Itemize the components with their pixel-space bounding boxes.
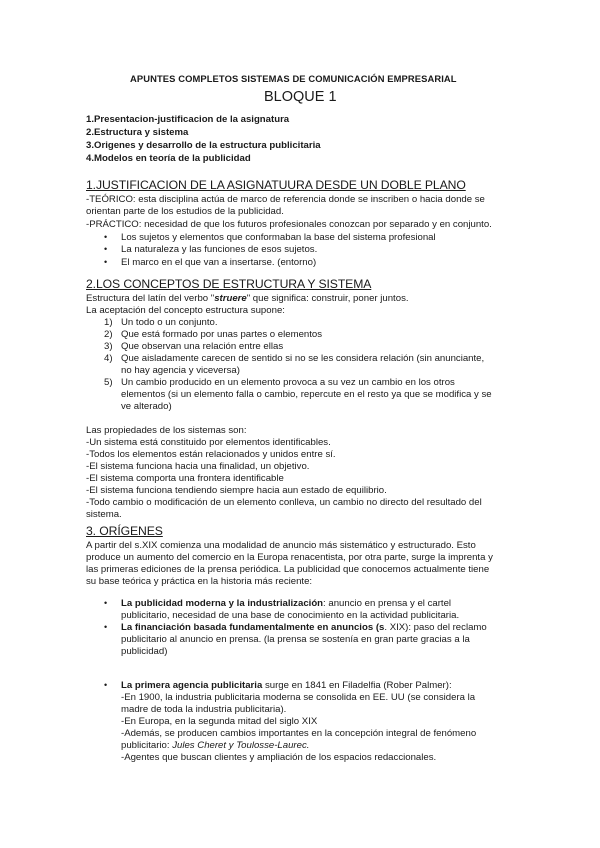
- list-number: 5): [104, 377, 113, 388]
- bullet-icon: •: [104, 680, 108, 690]
- bullet-icon: •: [104, 622, 108, 632]
- property-line: sistema.: [86, 509, 122, 520]
- paragraph-line: las primeras ediciones de la prensa periódica. La publicidad que conocemos actualmente tiene: [86, 564, 490, 575]
- list-item: El marco en el que van a insertarse. (entorno): [121, 257, 317, 268]
- list-item: Que observan una relación entre ellas: [121, 341, 284, 352]
- bloque-heading: BLOQUE 1: [264, 89, 337, 105]
- text-run: . XIX): paso del reclamo: [384, 622, 487, 633]
- section1-heading: 1.JUSTIFICACION DE LA ASIGNATUURA DESDE UN DOBLE PLANO: [86, 178, 466, 192]
- index-item: 2.Estructura y sistema: [86, 127, 189, 138]
- section2-heading: 2.LOS CONCEPTOS DE ESTRUCTURA Y SISTEMA: [86, 277, 372, 291]
- list-item-continued: -Además, se producen cambios importantes en la concepción integral de fenómeno: [121, 728, 477, 739]
- list-number: 3): [104, 341, 113, 352]
- list-item-continued: -Agentes que buscan clientes y ampliación de los espacios redaccionales.: [121, 752, 437, 763]
- list-item-continued: [121, 740, 309, 751]
- bullet-icon: •: [104, 598, 108, 608]
- italic-run: Jules Cheret y Toulosse-Laurec.: [172, 740, 310, 751]
- text-run: : anuncio en prensa y el cartel: [323, 598, 452, 609]
- list-item: Los sujetos y elementos que conformaban la base del sistema profesional: [121, 232, 436, 243]
- index-item: 4.Modelos en teoría de la publicidad: [86, 153, 251, 164]
- text-run: publicitario:: [121, 740, 173, 751]
- text-run: Estructura del latín del verbo ": [86, 293, 215, 304]
- list-item: Que aisladamente carecen de sentido si no se les considera relación (sin anunciante,: [121, 353, 485, 364]
- paragraph-line: -PRÁCTICO: necesidad de que los futuros profesionales conozcan por separado y en conjunto.: [86, 219, 492, 230]
- paragraph-line: su base teórica y práctica en la historia más reciente:: [86, 576, 313, 587]
- list-number: 4): [104, 353, 113, 364]
- paragraph-line: [86, 293, 409, 304]
- section3-heading: 3. ORÍGENES: [86, 524, 163, 538]
- paragraph-line: orientan parte de los estudios de la publicidad.: [86, 206, 284, 217]
- index-item: 3.Origenes y desarrollo de la estructura publicitaria: [86, 140, 321, 151]
- bullet-icon: •: [104, 244, 108, 254]
- text-run: " que significa: construir, poner juntos.: [246, 293, 409, 304]
- bold-run: La financiación basada fundamentalmente en anuncios (s: [121, 622, 385, 633]
- list-number: 1): [104, 317, 113, 328]
- bold-run: La publicidad moderna y la industrialización: [121, 598, 324, 609]
- list-item: [121, 598, 451, 609]
- list-item-continued: no hay agencia y viceversa): [121, 365, 240, 376]
- property-line: -Todos los elementos están relacionados y unidos entre sí.: [86, 449, 336, 460]
- paragraph-line: Las propiedades de los sistemas son:: [86, 425, 247, 436]
- list-item-continued: publicitario, necesidad de una base de conocimiento en la actividad publicitaria.: [121, 610, 460, 621]
- list-item-continued: -En 1900, la industria publicitaria moderna se consolida en EE. UU (se considera la: [121, 692, 476, 703]
- paragraph-line: La aceptación del concepto estructura supone:: [86, 305, 285, 316]
- list-item-continued: elementos (si un elemento falla o cambio, repercute en el resto ya que se modifica y se: [121, 389, 492, 400]
- property-line: -El sistema funciona hacia una finalidad, un objetivo.: [86, 461, 310, 472]
- property-line: -Todo cambio o modificación de un elemento conlleva, un cambio no directo del resultado del: [86, 497, 482, 508]
- list-item: Un todo o un conjunto.: [121, 317, 218, 328]
- document-title: APUNTES COMPLETOS SISTEMAS DE COMUNICACIÓN EMPRESARIAL: [130, 73, 457, 84]
- list-item: Que está formado por unas partes o elementos: [121, 329, 323, 340]
- list-item: Un cambio producido en un elemento provoca a su vez un cambio en los otros: [121, 377, 455, 388]
- list-number: 2): [104, 329, 113, 340]
- paragraph-line: -TEÓRICO: esta disciplina actúa de marco de referencia donde se inscriben o hacia donde se: [86, 194, 485, 205]
- paragraph-line: produce un aumento del comercio en la Europa renacentista, por otra parte, surge la imprenta y: [86, 552, 493, 563]
- list-item-continued: -En Europa, en la segunda mitad del siglo XIX: [121, 716, 318, 727]
- property-line: -Un sistema está constituido por elementos identificables.: [86, 437, 331, 448]
- list-item: La naturaleza y las funciones de esos sujetos.: [121, 244, 318, 255]
- text-run: surge en 1841 en Filadelfia (Rober Palmer):: [262, 680, 452, 691]
- emphasis-word: struere: [214, 293, 247, 304]
- index-item: 1.Presentacion-justificacion de la asignatura: [86, 114, 290, 125]
- property-line: -El sistema comporta una frontera identificable: [86, 473, 284, 484]
- list-item-continued: madre de toda la industria publicitaria).: [121, 704, 287, 715]
- list-item-continued: ve alterado): [121, 401, 172, 412]
- property-line: -El sistema funciona tendiendo siempre hacia aun estado de equilibrio.: [86, 485, 387, 496]
- paragraph-line: A partir del s.XIX comienza una modalidad de anuncio más sistemático y estructurado. Esto: [86, 540, 476, 551]
- list-item-continued: publicidad): [121, 646, 168, 657]
- list-item: [121, 680, 452, 691]
- bold-run: La primera agencia publicitaria: [121, 680, 263, 691]
- bullet-icon: •: [104, 232, 108, 242]
- list-item: [121, 622, 487, 633]
- bullet-icon: •: [104, 257, 108, 267]
- list-item-continued: publicitario al anuncio en prensa. (la prensa se sostenía en gran parte gracias a la: [121, 634, 470, 645]
